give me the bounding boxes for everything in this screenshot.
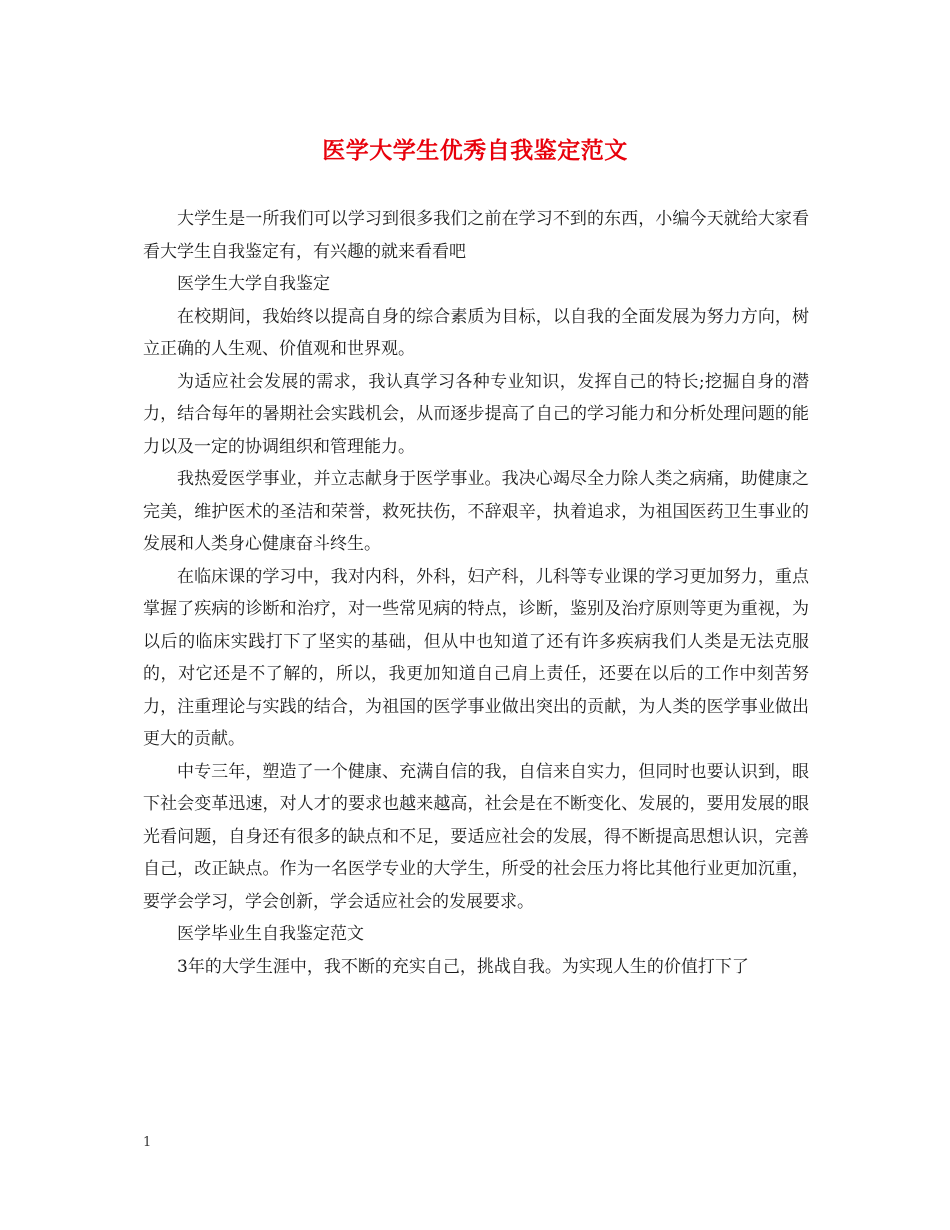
document-title: 医学大学生优秀自我鉴定范文 (322, 137, 628, 164)
section-heading-1: 医学生大学自我鉴定 (177, 274, 330, 294)
section-heading-2: 医学毕业生自我鉴定范文 (177, 924, 364, 944)
paragraph: 在临床课的学习中，我对内科，外科，妇产科，儿科等专业课的学习更加努力，重点掌握了疾病的诊断和治疗，对一些常见病的特点，诊断，鉴别及治疗原则等更为重视，为以后的临床实践打下了坚实的基础，但从中也知道了还有许多疾病我们人类是无法克服的，对它还是不了解的，所以，我更加知道自己肩上责任，还要在以后的工作中刻苦努力，注重理论与实践的结合，为祖国的医学事业做出突出的贡献，为人类的医学事业做出更大的贡献。 (143, 566, 809, 749)
document-body (143, 203, 809, 983)
paragraph: 3年的大学生涯中，我不断的充实自己，挑战自我。为实现人生的价值打下了 (177, 956, 749, 977)
paragraph: 我热爱医学事业，并立志献身于医学事业。我决心竭尽全力除人类之病痛，助健康之完美，维护医术的圣洁和荣誉，救死扶伤，不辞艰辛，执着追求，为祖国医药卫生事业的发展和人类身心健康奋斗终生。 (143, 469, 809, 554)
paragraph: 在校期间，我始终以提高自身的综合素质为目标，以自我的全面发展为努力方向，树立正确的人生观、价值观和世界观。 (143, 306, 809, 359)
paragraph-intro: 大学生是一所我们可以学习到很多我们之前在学习不到的东西，小编今天就给大家看看大学生自我鉴定有，有兴趣的就来看看吧 (143, 209, 809, 262)
paragraph: 中专三年，塑造了一个健康、充满自信的我，自信来自实力，但同时也要认识到，眼下社会变革迅速，对人才的要求也越来越高，社会是在不断变化、发展的，要用发展的眼光看问题，自身还有很多的缺点和不足，要适应社会的发展，得不断提高思想认识，完善自己，改正缺点。作为一名医学专业的大学生，所受的社会压力将比其他行业更加沉重，要学会学习，学会创新，学会适应社会的发展要求。 (143, 761, 809, 912)
page-number: 1 (143, 1135, 152, 1150)
paragraph: 为适应社会发展的需求，我认真学习各种专业知识，发挥自己的特长;挖掘自身的潜力，结合每年的暑期社会实践机会，从而逐步提高了自己的学习能力和分析处理问题的能力以及一定的协调组织和管理能力。 (143, 371, 809, 457)
